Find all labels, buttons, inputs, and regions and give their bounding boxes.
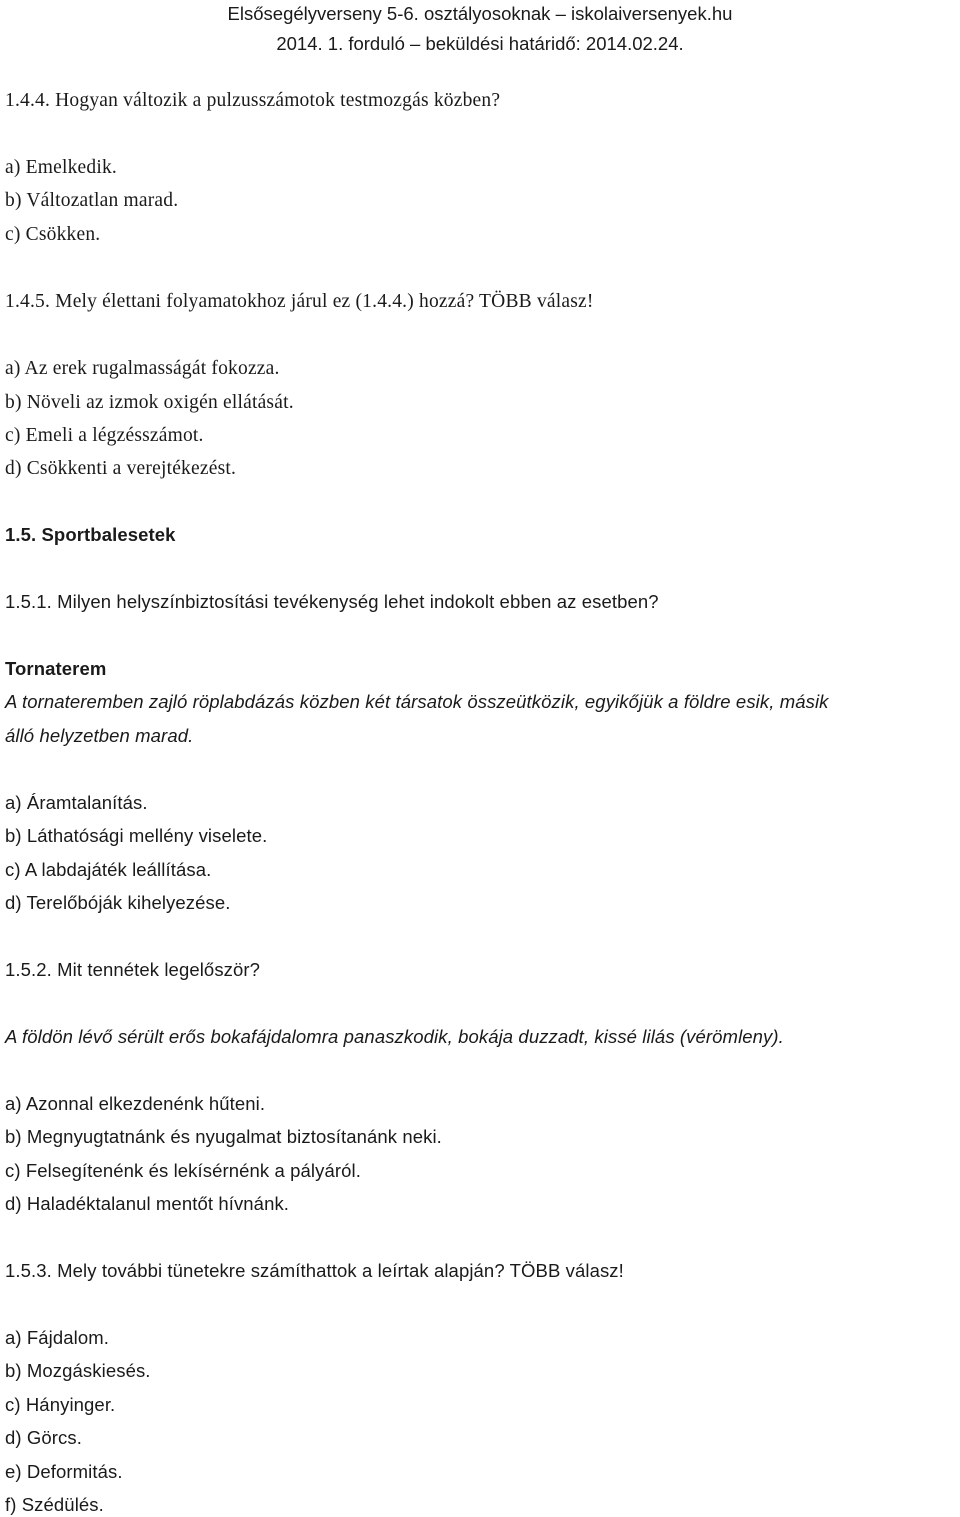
- answer-option: b) Láthatósági mellény viselete.: [5, 825, 268, 846]
- header-line-1: Elsősegélyverseny 5-6. osztályosoknak – iskolaiversenyek.hu: [227, 3, 733, 24]
- answer-option: d) Terelőbóják kihelyezése.: [5, 892, 231, 913]
- answer-option: d) Haladéktalanul mentőt hívnánk.: [5, 1193, 290, 1214]
- answer-option: f) Szédülés.: [5, 1494, 104, 1515]
- question-text: 1.4.4. Hogyan változik a pulzusszámotok testmozgás közben?: [5, 90, 501, 111]
- section-title: 1.5. Sportbalesetek: [5, 524, 176, 545]
- answer-option: c) Felsegítenénk és lekísérnénk a pályáról.: [5, 1160, 361, 1181]
- answer-option: c) Hányinger.: [5, 1394, 116, 1415]
- scene-title: Tornaterem: [5, 658, 107, 679]
- answer-option: c) Emeli a légzésszámot.: [5, 425, 204, 446]
- header-line-2: 2014. 1. forduló – beküldési határidő: 2014.02.24.: [276, 33, 684, 54]
- question-text: 1.5.2. Mit tennétek legelőször?: [5, 959, 261, 980]
- scene-description: A tornateremben zajló röplabdázás közben két társatok összeütközik, egyikőjük a földre esik, másik: [5, 691, 829, 712]
- answer-option: e) Deformitás.: [5, 1461, 123, 1482]
- answer-option: a) Az erek rugalmasságát fokozza.: [5, 358, 280, 379]
- answer-option: c) A labdajáték leállítása.: [5, 859, 212, 880]
- question-text: 1.5.1. Milyen helyszínbiztosítási tevékenység lehet indokolt ebben az esetben?: [5, 591, 659, 612]
- answer-option: d) Görcs.: [5, 1427, 82, 1448]
- answer-option: a) Emelkedik.: [5, 157, 117, 178]
- answer-option: a) Azonnal elkezdenénk hűteni.: [5, 1093, 266, 1114]
- answer-option: a) Áramtalanítás.: [5, 792, 148, 813]
- answer-option: d) Csökkenti a verejtékezést.: [5, 458, 237, 479]
- answer-option: c) Csökken.: [5, 224, 101, 245]
- answer-option: b) Megnyugtatnánk és nyugalmat biztosítanánk neki.: [5, 1126, 442, 1147]
- question-text: 1.4.5. Mely élettani folyamatokhoz járul ez (1.4.4.) hozzá? TÖBB válasz!: [5, 291, 594, 312]
- answer-option: a) Fájdalom.: [5, 1327, 110, 1348]
- answer-option: b) Mozgáskiesés.: [5, 1360, 151, 1381]
- question-text: 1.5.3. Mely további tünetekre számíthattok a leírtak alapján? TÖBB válasz!: [5, 1260, 624, 1281]
- scene-description: álló helyzetben marad.: [5, 725, 194, 746]
- answer-option: b) Változatlan marad.: [5, 190, 179, 211]
- answer-option: b) Növeli az izmok oxigén ellátását.: [5, 392, 294, 413]
- scene-description: A földön lévő sérült erős bokafájdalomra panaszkodik, bokája duzzadt, kissé lilás (vérömleny).: [5, 1026, 784, 1047]
